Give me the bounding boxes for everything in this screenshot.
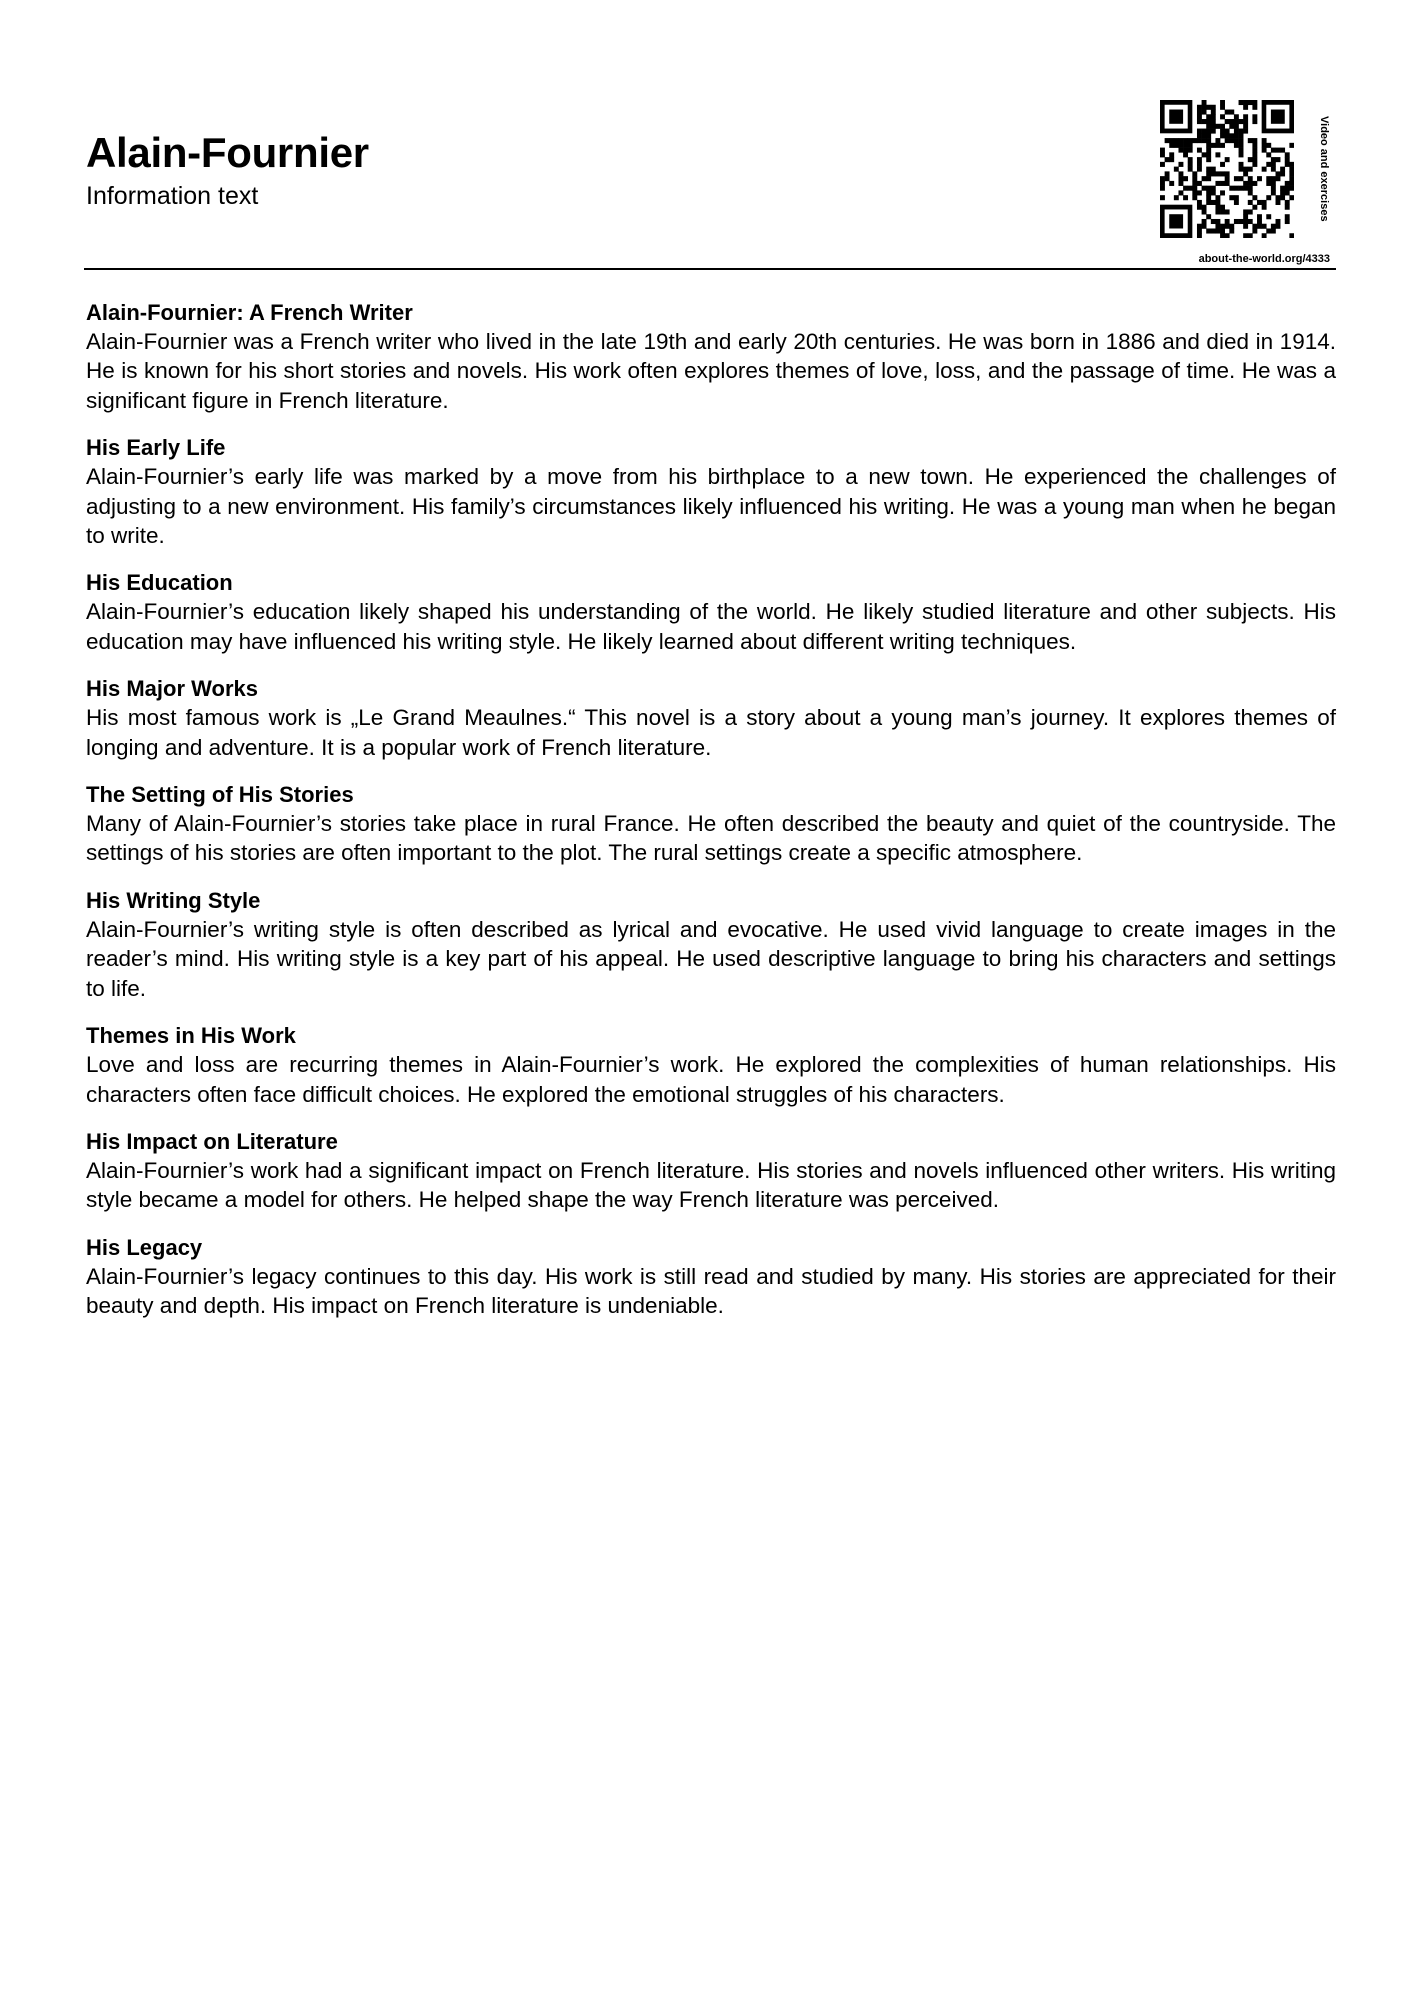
section-text: His most famous work is „Le Grand Meaulnes.“ This novel is a story about a young man’s journey. It explores themes of longing and adventure. It is a popular work of French literature. bbox=[86, 705, 1336, 760]
section-heading: Themes in His Work bbox=[86, 1023, 296, 1049]
section-text: Alain-Fournier’s early life was marked by a move from his birthplace to a new town. He experienced the challenges of adjusting to a new environment. His family’s circumstances likely influenced his writing. He was a young man when he began to write. bbox=[86, 464, 1336, 549]
section-major-works bbox=[86, 674, 1336, 762]
section-heading: Alain-Fournier: A French Writer bbox=[86, 300, 413, 325]
section-text: Alain-Fournier was a French writer who lived in the late 19th and early 20th centuries. He was born in 1886 and died in 1914. He is known for his short stories and novels. His work often explores themes of love, loss, and the passage of time. He was a significant figure in French literature. bbox=[86, 329, 1336, 413]
section-heading: The Setting of His Stories bbox=[86, 782, 354, 808]
section-legacy bbox=[86, 1233, 1336, 1321]
section-education bbox=[86, 568, 1336, 656]
section-text: Alain-Fournier’s legacy continues to this day. His work is still read and studied by many. His stories are appreciated for their beauty and depth. His impact on French literature is undeniable. bbox=[86, 1263, 1336, 1319]
section-heading: His Education bbox=[86, 570, 233, 596]
section-writing-style bbox=[86, 886, 1336, 1003]
section-early-life bbox=[86, 433, 1336, 550]
section-themes bbox=[86, 1021, 1336, 1109]
section-heading: His Impact on Literature bbox=[86, 1128, 338, 1154]
section-text: Alain-Fournier’s work had a significant impact on French literature. His stories and novels influenced other writers. His writing style became a model for others. He helped shape the way French literature was perceived. bbox=[86, 1157, 1336, 1213]
section-intro bbox=[86, 298, 1336, 415]
page-header bbox=[86, 128, 369, 212]
section-text: Many of Alain-Fournier’s stories take place in rural France. He often described the beauty and quiet of the countryside. The settings of his stories are often important to the plot. The rural settings create a specific atmosphere. bbox=[86, 811, 1336, 866]
section-heading: His Major Works bbox=[86, 676, 258, 702]
section-heading: His Legacy bbox=[86, 1234, 203, 1260]
section-text: Love and loss are recurring themes in Alain-Fournier’s work. He explored the complexities of human relationships. His characters often face difficult choices. He explored the emotional struggles of his characters. bbox=[86, 1052, 1336, 1107]
section-heading: His Writing Style bbox=[86, 887, 261, 913]
section-impact bbox=[86, 1127, 1336, 1215]
section-setting bbox=[86, 780, 1336, 868]
section-text: Alain-Fournier’s education likely shaped his understanding of the world. He likely studied literature and other subjects. His education may have influenced his writing style. He likely learned about different writing techniques. bbox=[86, 599, 1336, 654]
section-text: Alain-Fournier’s writing style is often described as lyrical and evocative. He used vivid language to create images in the reader’s mind. His writing style is a key part of his appeal. He used descriptive language to bring his characters and settings to life. bbox=[86, 916, 1336, 1001]
page-title: Alain-Fournier bbox=[86, 129, 369, 176]
article-body bbox=[86, 298, 1336, 1339]
qr-url-link[interactable]: about-the-world.org/4333 bbox=[1198, 253, 1330, 265]
qr-code-icon[interactable] bbox=[1160, 100, 1294, 238]
qr-code-graphic bbox=[1160, 100, 1294, 238]
section-heading: His Early Life bbox=[86, 435, 226, 461]
page-subtitle: Information text bbox=[86, 182, 259, 210]
header-divider bbox=[84, 268, 1336, 270]
qr-side-label: Video and exercises bbox=[1318, 116, 1330, 222]
